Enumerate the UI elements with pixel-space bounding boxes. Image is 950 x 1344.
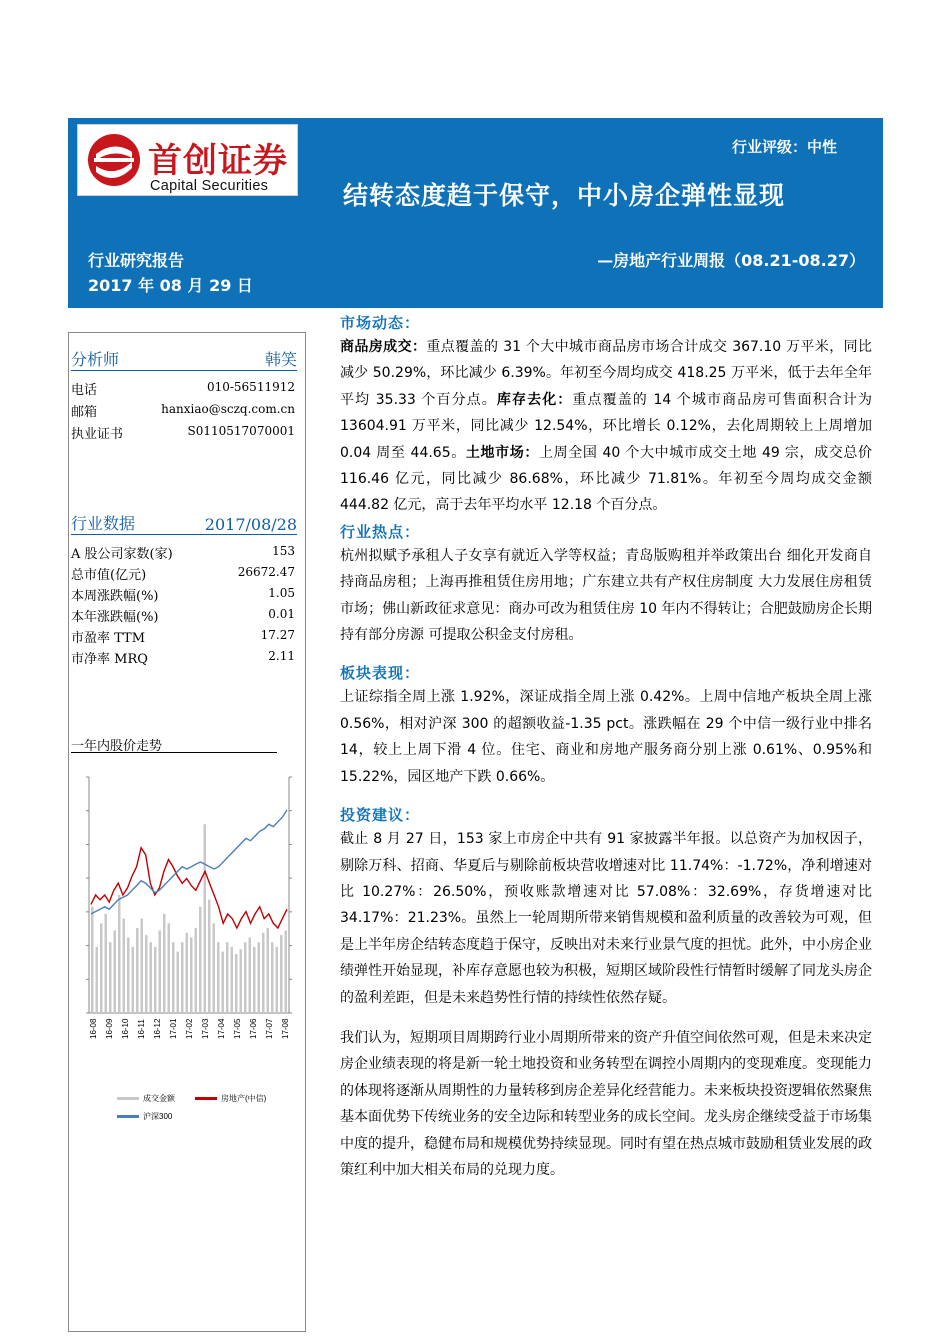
industry-row: 总市值(亿元) 26672.47 — [71, 565, 295, 583]
industry-row: 市盈率 TTM 17.27 — [71, 628, 295, 646]
volume-bar — [235, 954, 237, 1013]
invest-paragraph-1: 截止 8 月 27 日，153 家上市房企中共有 91 家披露半年报。以总资产为加权因子，剔除万科、招商、华夏后与剔除前板块营收增速对比 11.74%：-1.72%，净利增速对比 10.27%：26.50%，预收账款增速对比 57.08%：32.69%，存货增速对比 34.17%：21.23%。虽然上一轮周期所带来销售规模和盈利质量的改善较为可观，但是上半年房企结转态度趋于保守，反映出对未来行业景气度的担忧。此外，中小房企业绩弹性开始显现，补库存意愿也较为积极，短期区域阶段性行情暂时缓解了同龙头房企的盈利差距，但是未来趋势性行情的持续性依然存疑。 — [340, 831, 872, 1006]
x-tick-label: 17-01 — [169, 1018, 178, 1039]
volume-bar — [222, 952, 224, 1013]
industry-row: 市净率 MRQ 2.11 — [71, 649, 295, 667]
volume-bar — [96, 947, 98, 1013]
logo-en-text: Capital Securities — [150, 178, 269, 194]
x-tick-label: 16-10 — [121, 1018, 130, 1039]
volume-bar — [276, 947, 278, 1013]
report-title: 结转态度趋于保守，中小房企弹性显现 — [343, 181, 786, 210]
volume-bar — [114, 930, 116, 1013]
volume-bar — [100, 923, 102, 1013]
legend-realestate-swatch — [195, 1097, 217, 1100]
report-subtitle: —房地产行业周报（08.21-08.27） — [597, 251, 865, 270]
price-trend-svg — [79, 767, 289, 1037]
volume-bar — [195, 928, 197, 1013]
industry-data-date: 2017/08/28 — [204, 515, 297, 534]
volume-bar — [271, 942, 273, 1013]
analyst-phone: 电话 010-56511912 — [71, 380, 295, 398]
volume-bar — [280, 935, 282, 1013]
volume-bar — [231, 947, 233, 1013]
volume-bar — [136, 928, 138, 1013]
industry-rating: 行业评级：中性 — [731, 138, 837, 156]
x-tick-label: 17-06 — [249, 1018, 258, 1039]
analyst-license: 执业证书 S0110517070001 — [71, 424, 295, 442]
report-header — [68, 118, 883, 308]
volume-bar — [154, 947, 156, 1013]
volume-bar — [190, 937, 192, 1013]
volume-bar — [244, 942, 246, 1013]
hot-paragraph: 杭州拟赋予承租人子女享有就近入学等权益；青岛版购租并举政策出台 细化开发商自持商品房租；上海再推租赁住房用地；广东建立共有产权住房制度 大力发展住房租赁市场；佛山新政征求意见：商办可改为租赁住房 10 年内不得转让；合肥鼓励房企长期持有部分房源 可提取公积金支付房租。 — [340, 547, 872, 644]
volume-bar — [213, 923, 215, 1013]
section-heading-invest: 投资建议： — [340, 806, 421, 825]
volume-bar — [150, 942, 152, 1013]
volume-bar — [204, 824, 206, 1013]
volume-bar — [258, 942, 260, 1013]
logo-cn-text: 首创证券 — [148, 141, 288, 181]
x-tick-label: 16-08 — [89, 1018, 98, 1039]
analyst-label: 分析师 — [71, 350, 120, 369]
volume-bar — [186, 933, 188, 1013]
market-paragraph: 商品房成交：重点覆盖的 31 个大中城市商品房市场合计成交 367.10 万平米，同比减少 50.29%，环比减少 6.39%。年初至今周均成交 418.25 万平米，低于去年全年平均 35.33 个百分点。库存去化：重点覆盖的 14 个城市商品房可售面积合计为 13604.91 万平米，同比减少 12.54%，环比增长 0.12%，去化周期较上上周增加 0.04 周至 44.65。土地市场：上周全国 40 个大中城市成交土地 49 宗，成交总价 116.46 亿元，同比减少 86.68%，环比减少 71.81%。年初至今周均成交金额 444.82 亿元，高于去年平均水平 12.18 个百分点。 — [340, 339, 873, 514]
section-heading-market: 市场动态： — [340, 314, 421, 332]
legend-volume-swatch — [117, 1097, 139, 1100]
analyst-heading — [71, 351, 297, 371]
volume-bar — [118, 895, 120, 1013]
volume-bar — [91, 907, 93, 1013]
company-logo — [77, 124, 298, 196]
volume-bar — [226, 942, 228, 1013]
x-tick-label: 17-02 — [185, 1018, 194, 1039]
volume-bar — [262, 933, 264, 1013]
report-date: 2017 年 08 月 29 日 — [88, 276, 253, 295]
volume-bar — [109, 942, 111, 1013]
volume-bar — [217, 942, 219, 1013]
volume-bar — [177, 952, 179, 1013]
x-tick-label: 16-09 — [105, 1018, 114, 1039]
x-tick-label: 17-07 — [265, 1018, 274, 1039]
industry-data-label: 行业数据 — [71, 514, 136, 533]
industry-data-heading — [71, 515, 297, 535]
volume-bar — [132, 947, 134, 1013]
x-tick-label: 17-03 — [201, 1018, 210, 1039]
volume-bar — [199, 907, 201, 1013]
volume-bar — [141, 919, 143, 1013]
x-tick-label: 16-11 — [137, 1019, 146, 1039]
chart-title: 一年内股价走势 — [71, 735, 277, 753]
volume-bar — [123, 919, 125, 1013]
hs300-line — [91, 810, 287, 914]
volume-bar — [145, 935, 147, 1013]
sidebar — [68, 332, 306, 1332]
volume-bar — [253, 947, 255, 1013]
volume-bar — [249, 937, 251, 1013]
invest-paragraph-2: 我们认为，短期项目周期跨行业小周期所带来的资产升值空间依然可观，但是未来决定房企业绩表现的将是新一轮土地投资和业务转型在调控小周期内的变现难度。变现能力的体现将逐渐从周期性的力量转移到房企差异化经营能力。未来板块投资逻辑依然聚焦基本面优势下传统业务的安全边际和转型业务的成长空间。龙头房企继续受益于市场集中度的提升，稳健布局和规模优势持续显现。同时有望在热点城市鼓励租赁业发展的政策红利中加大相关布局的兑现力度。 — [340, 1029, 872, 1178]
report-body — [340, 312, 872, 1183]
industry-row: 本年涨跌幅(%) 0.01 — [71, 607, 295, 625]
industry-row: 本周涨跌幅(%) 1.05 — [71, 586, 295, 604]
volume-bar — [159, 930, 161, 1013]
volume-bar — [163, 914, 165, 1013]
legend-volume: 成交金额 — [117, 1093, 175, 1104]
section-heading-sector: 板块表现： — [340, 664, 421, 683]
price-trend-chart — [79, 767, 289, 1037]
x-tick-label: 17-08 — [281, 1018, 290, 1039]
x-tick-label: 16-12 — [153, 1018, 162, 1039]
legend-realestate: 房地产(中信) — [195, 1093, 266, 1104]
analyst-email: 邮箱 hanxiao@sczq.com.cn — [71, 402, 295, 420]
x-tick-label: 17-04 — [217, 1018, 226, 1039]
volume-bar — [172, 942, 174, 1013]
volume-bar — [168, 923, 170, 1013]
legend-hs300: 沪深300 — [117, 1111, 172, 1122]
volume-bar — [240, 949, 242, 1013]
volume-bar — [127, 937, 129, 1013]
volume-bar — [105, 914, 107, 1013]
sector-paragraph: 上证综指全周上涨 1.92%，深证成指全周上涨 0.42%。上周中信地产板块全周上涨 0.56%，相对沪深 300 的超额收益-1.35 pct。涨跌幅在 29 个中信一级行业中排名 14，较上上周下滑 4 位。住宅、商业和房地产服务商分别上涨 0.61%、0.95%和 15.22%，园区地产下跌 0.66%。 — [340, 689, 872, 785]
volume-bar — [285, 930, 287, 1013]
analyst-name: 韩笑 — [264, 350, 297, 369]
volume-bar — [208, 900, 210, 1013]
report-type: 行业研究报告 — [88, 251, 185, 270]
logo-s-icon — [86, 132, 142, 188]
section-heading-hot: 行业热点： — [340, 522, 421, 541]
volume-bar — [181, 942, 183, 1013]
legend-hs300-swatch — [117, 1115, 139, 1118]
industry-row: A 股公司家数(家) 153 — [71, 544, 295, 562]
volume-bar — [267, 928, 269, 1013]
x-tick-label: 17-05 — [233, 1018, 242, 1039]
